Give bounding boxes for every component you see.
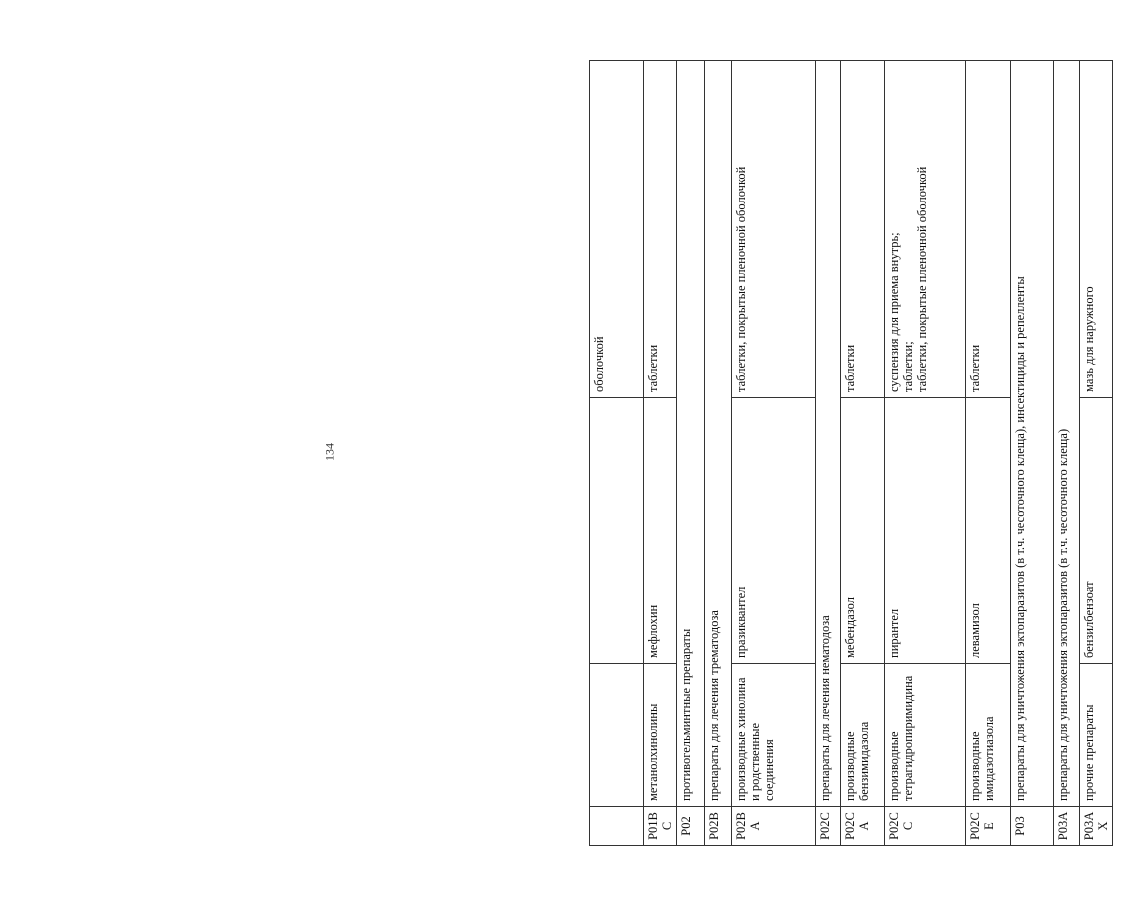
anatomical-group: метанолхинолины [644, 664, 677, 807]
anatomical-group [590, 664, 644, 807]
dosage-form: таблетки [644, 61, 677, 398]
atc-code: P02CC [885, 807, 966, 846]
atc-code: P03 [1011, 807, 1054, 846]
atc-code: P02BA [732, 807, 816, 846]
atc-code: P02 [677, 807, 705, 846]
drug-name: празиквантел [732, 398, 816, 664]
atc-code: P03AX [1080, 807, 1113, 846]
dosage-form: оболочкой [590, 61, 644, 398]
atc-code [590, 807, 644, 846]
table-row [732, 61, 816, 846]
dosage-form: таблетки [966, 61, 1011, 398]
anatomical-group: производные имидазотиазола [966, 664, 1011, 807]
table-row [644, 61, 677, 846]
table-row [841, 61, 885, 846]
anatomical-group: производные бензимидазола [841, 664, 885, 807]
atc-code: P03A [1054, 807, 1080, 846]
dosage-form: таблетки [841, 61, 885, 398]
drug-name: бензилбензоат [1080, 398, 1113, 664]
table-row [885, 61, 966, 846]
atc-drug-table [589, 60, 1113, 846]
rotated-page [589, 61, 1123, 846]
table-row [816, 61, 841, 846]
table-row [1011, 61, 1054, 846]
anatomical-group: производные тетрагидропиримидина [885, 664, 966, 807]
drug-name: мебендазол [841, 398, 885, 664]
table-row [1054, 61, 1080, 846]
section-heading: препараты для лечения трематодоза [705, 61, 732, 807]
dosage-form: мазь для наружного [1080, 61, 1113, 398]
anatomical-group: прочие препараты [1080, 664, 1113, 807]
section-heading: препараты для уничтожения эктопаразитов (в т.ч. чесоточного клеща), инсектициды и репелленты [1011, 61, 1054, 807]
atc-code: P01BC [644, 807, 677, 846]
atc-code: P02B [705, 807, 732, 846]
drug-name [590, 398, 644, 664]
table-row [677, 61, 705, 846]
dosage-form: таблетки, покрытые пленочной оболочкой [732, 61, 816, 398]
section-heading: противогельминтные препараты [677, 61, 705, 807]
drug-name: левамизол [966, 398, 1011, 664]
section-heading: препараты для уничтожения эктопаразитов (в т.ч. чесоточного клеща) [1054, 61, 1080, 807]
table-row [966, 61, 1011, 846]
drug-name: мефлохин [644, 398, 677, 664]
page-number: 134 [322, 443, 337, 461]
dosage-form: суспензия для приема внутрь; таблетки; таблетки, покрытые пленочной оболочкой [885, 61, 966, 398]
drug-name: пирантел [885, 398, 966, 664]
table-row [705, 61, 732, 846]
atc-code: P02CE [966, 807, 1011, 846]
table-row [590, 61, 644, 846]
anatomical-group: производные хинолина и родственные соединения [732, 664, 816, 807]
section-heading: препараты для лечения нематодоза [816, 61, 841, 807]
atc-code: P02C [816, 807, 841, 846]
atc-code: P02CA [841, 807, 885, 846]
table-row [1080, 61, 1113, 846]
